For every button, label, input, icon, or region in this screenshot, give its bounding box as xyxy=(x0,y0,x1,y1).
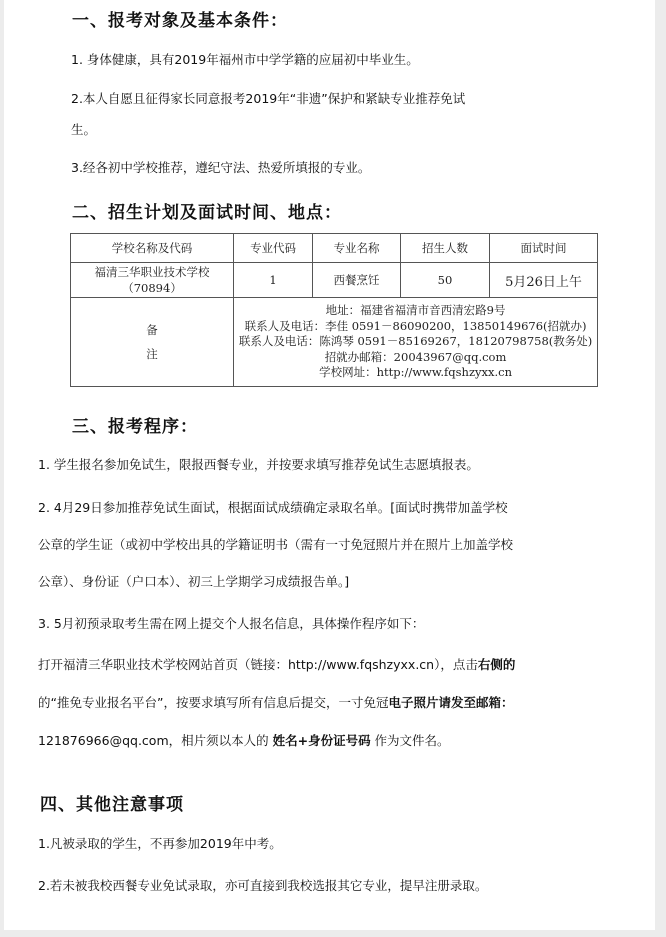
instructions-bold: 电子照片请发至邮箱： xyxy=(388,695,514,710)
s3-instructions-line-2 xyxy=(38,695,513,711)
note-website: 学校网址：http://www.fqshzyxx.cn xyxy=(319,365,512,380)
cell-time: 5月26日上午 xyxy=(489,263,597,298)
notes-label xyxy=(71,298,234,387)
s4-item-1: 1.凡被录取的学生，不再参加2019年中考。 xyxy=(38,836,282,851)
table-header-row xyxy=(71,234,598,263)
section-title-2: 二、招生计划及面试时间、地点： xyxy=(72,203,342,223)
instructions-text: 打开福清三华职业技术学校网站首页（链接：http://www.fqshzyxx.cn），点击 xyxy=(38,657,478,672)
s3-step-2-line-2: 公章的学生证（或初中学校出具的学籍证明书（需有一寸免冠照片并在照片上加盖学校 xyxy=(38,537,514,552)
cell-major-code: 1 xyxy=(234,263,313,298)
school-name: 福清三华职业技术学校 xyxy=(94,265,210,279)
notes-content xyxy=(234,298,598,387)
cell-count: 50 xyxy=(401,263,490,298)
header-time: 面试时间 xyxy=(489,234,597,263)
section-title-3: 三、报考程序： xyxy=(72,417,198,437)
header-school: 学校名称及代码 xyxy=(71,234,234,263)
s1-item-2-cont: 生。 xyxy=(71,122,97,137)
filename-rule: 姓名+身份证号码 xyxy=(272,733,371,748)
notes-label-1: 备 xyxy=(146,323,158,337)
instructions-bold: 右侧的 xyxy=(477,657,516,672)
note-contact-2: 联系人及电话：陈鸿琴 0591－85169267，18120798758(教务处) xyxy=(238,334,593,349)
note-email: 招就办邮箱：20043967@qq.com xyxy=(324,349,507,364)
s3-step-3: 3. 5月初预录取考生需在网上提交个人报名信息，具体操作程序如下： xyxy=(38,616,425,631)
table-row xyxy=(71,263,598,298)
instructions-text: 的“推免专业报名平台”，按要求填写所有信息后提交，一寸免冠 xyxy=(38,695,389,710)
note-contact-1: 联系人及电话：李佳 0591－86090200，13850149676(招就办) xyxy=(244,318,587,333)
s3-step-1: 1. 学生报名参加免试生，限报西餐专业，并按要求填写推荐免试生志愿填报表。 xyxy=(38,457,479,472)
section-title-1: 一、报考对象及基本条件： xyxy=(72,11,288,31)
header-major-name: 专业名称 xyxy=(313,234,401,263)
s3-instructions-line-3 xyxy=(38,733,450,749)
header-count: 招生人数 xyxy=(401,234,490,263)
enrollment-plan-table xyxy=(70,233,598,387)
s3-step-2-line-1: 2. 4月29日参加推荐免试生面试，根据面试成绩确定录取名单。[面试时携带加盖学校 xyxy=(38,500,508,515)
instructions-text: 作为文件名。 xyxy=(370,733,450,748)
s3-step-2-line-3: 公章）、身份证（户口本）、初三上学期学习成绩报告单。] xyxy=(38,574,350,589)
notes-label-2: 注 xyxy=(146,347,158,361)
document-page xyxy=(4,0,655,930)
cell-major-name: 西餐烹饪 xyxy=(313,263,401,298)
s1-item-3: 3.经各初中学校推荐，遵纪守法、热爱所填报的专业。 xyxy=(71,160,371,175)
s4-item-2: 2.若未被我校西餐专业免试录取，亦可直接到我校选报其它专业，提早注册录取。 xyxy=(38,878,488,893)
section-title-4: 四、其他注意事项 xyxy=(40,795,184,815)
header-major-code: 专业代码 xyxy=(234,234,313,263)
s1-item-2: 2.本人自愿且征得家长同意报考2019年“非遗”保护和紧缺专业推荐免试 xyxy=(71,91,466,106)
cell-school xyxy=(71,263,234,298)
notes-row xyxy=(71,298,598,387)
s1-item-1: 1. 身体健康，具有2019年福州市中学学籍的应届初中毕业生。 xyxy=(71,52,419,67)
s3-instructions-line-1 xyxy=(38,657,515,673)
email-text: 121876966@qq.com，相片须以本人的 xyxy=(38,733,273,748)
school-code: （70894） xyxy=(122,281,182,295)
note-address: 地址：福建省福清市音西清宏路9号 xyxy=(325,303,506,318)
